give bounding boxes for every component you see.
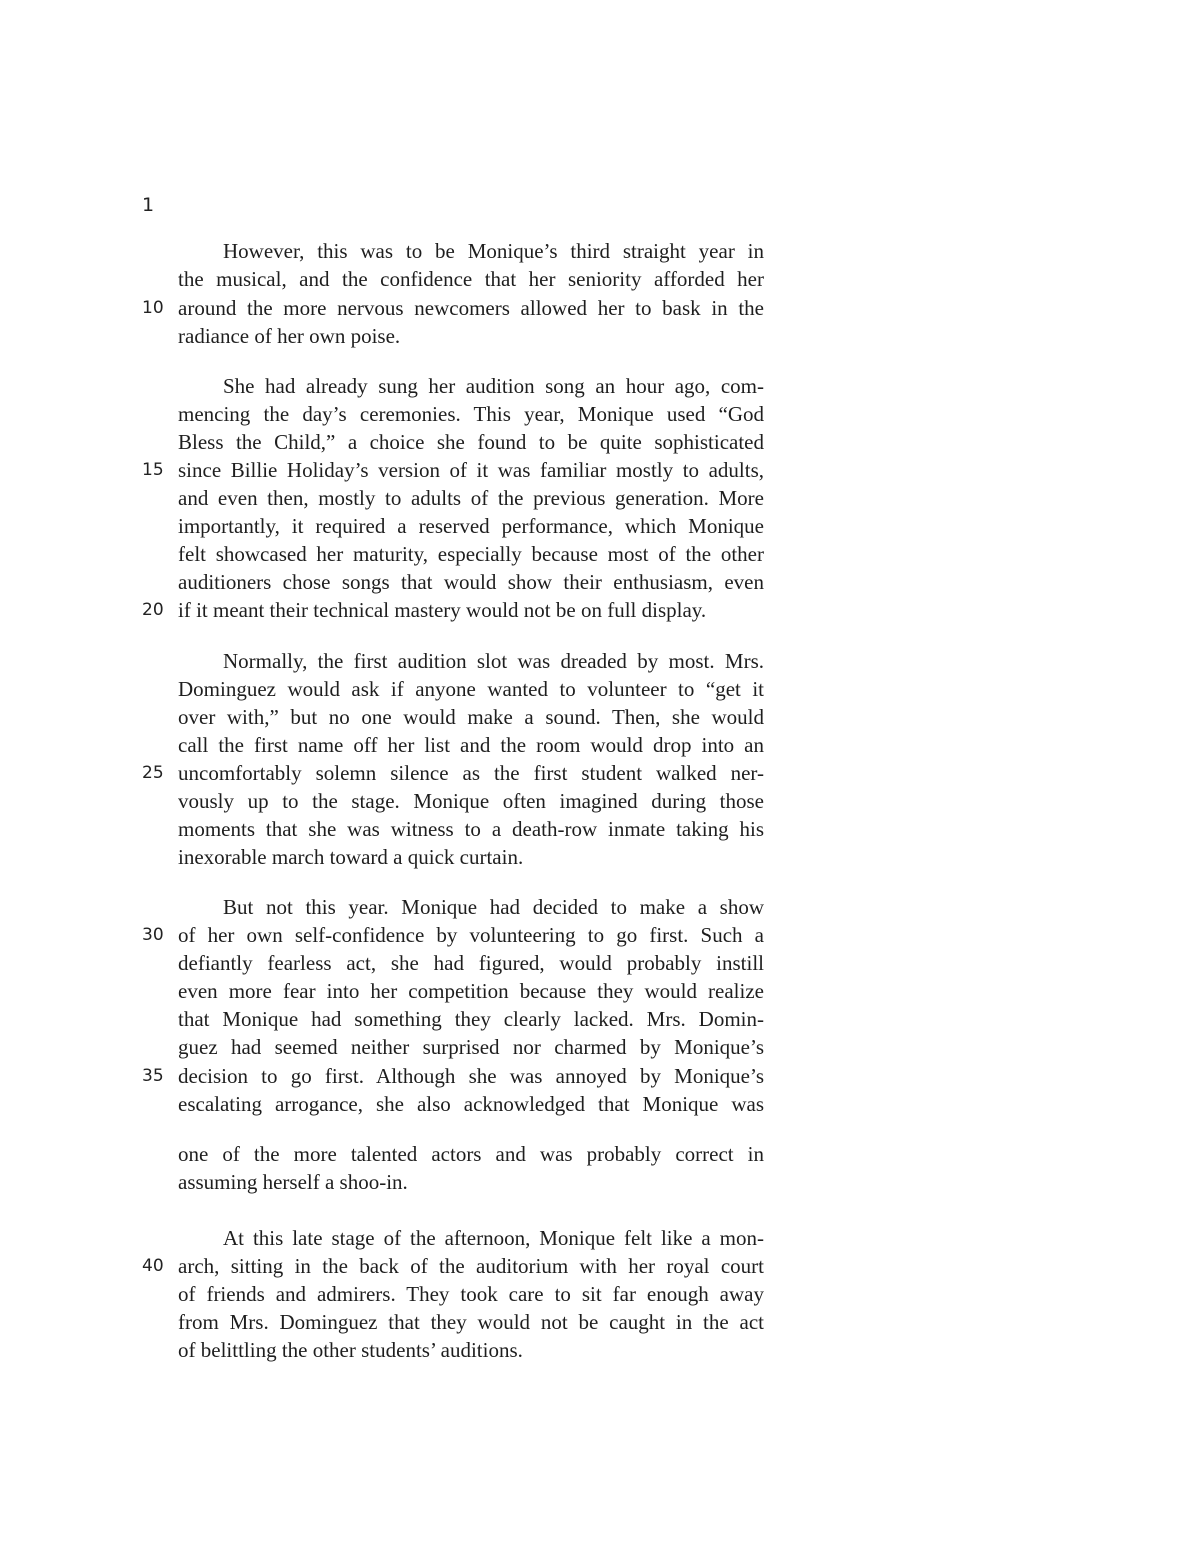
line-number: 10 <box>142 298 164 318</box>
text-line: Bless the Child,” a choice she found to be quite sophisticated <box>178 430 764 454</box>
text-line: decision to go first. Although she was annoyed by Monique’s <box>178 1064 764 1088</box>
text-line: since Billie Holiday’s version of it was familiar mostly to adults, <box>178 458 764 482</box>
text-line: escalating arrogance, she also acknowledged that Monique was <box>178 1092 764 1116</box>
text-line: inexorable march toward a quick curtain. <box>178 845 524 869</box>
text-line: importantly, it required a reserved performance, which Monique <box>178 514 764 538</box>
text-line: However, this was to be Monique’s third straight year in <box>223 239 764 263</box>
text-line: that Monique had something they clearly lacked. Mrs. Domin- <box>178 1007 764 1031</box>
text-line: if it meant their technical mastery would not be on full display. <box>178 598 707 622</box>
text-line: around the more nervous newcomers allowed her to bask in the <box>178 296 764 320</box>
text-line: defiantly fearless act, she had figured, would probably instill <box>178 951 764 975</box>
text-line: auditioners chose songs that would show their enthusiasm, even <box>178 570 764 594</box>
text-line: At this late stage of the afternoon, Monique felt like a mon- <box>223 1226 764 1250</box>
text-line: radiance of her own poise. <box>178 324 401 348</box>
text-line: even more fear into her competition because they would realize <box>178 979 764 1003</box>
text-line: call the first name off her list and the room would drop into an <box>178 733 764 757</box>
line-number: 35 <box>142 1066 164 1086</box>
text-line: over with,” but no one would make a sound. Then, she would <box>178 705 764 729</box>
text-line: one of the more talented actors and was probably correct in <box>178 1142 764 1166</box>
text-line: of her own self-confidence by volunteering to go first. Such a <box>178 923 764 947</box>
text-line: of belittling the other students’ auditions. <box>178 1338 523 1362</box>
text-line: uncomfortably solemn silence as the first student walked ner- <box>178 761 764 785</box>
text-line: arch, sitting in the back of the auditorium with her royal court <box>178 1254 764 1278</box>
text-line: guez had seemed neither surprised nor charmed by Monique’s <box>178 1035 764 1059</box>
page-number: 1 <box>142 194 155 216</box>
line-number: 40 <box>142 1256 164 1276</box>
text-line: felt showcased her maturity, especially because most of the other <box>178 542 764 566</box>
text-line: and even then, mostly to adults of the previous generation. More <box>178 486 764 510</box>
text-line: Dominguez would ask if anyone wanted to volunteer to “get it <box>178 677 764 701</box>
text-line: Normally, the first audition slot was dreaded by most. Mrs. <box>223 649 764 673</box>
text-line: But not this year. Monique had decided to make a show <box>223 895 764 919</box>
text-line: moments that she was witness to a death-row inmate taking his <box>178 817 764 841</box>
text-line: the musical, and the confidence that her seniority afforded her <box>178 267 764 291</box>
text-line: She had already sung her audition song an hour ago, com- <box>223 374 764 398</box>
text-line: of friends and admirers. They took care to sit far enough away <box>178 1282 764 1306</box>
line-number: 30 <box>142 925 164 945</box>
line-number: 15 <box>142 460 164 480</box>
text-line: mencing the day’s ceremonies. This year, Monique used “God <box>178 402 764 426</box>
text-line: from Mrs. Dominguez that they would not be caught in the act <box>178 1310 764 1334</box>
text-line: assuming herself a shoo-in. <box>178 1170 408 1194</box>
text-line: vously up to the stage. Monique often imagined during those <box>178 789 764 813</box>
line-number: 25 <box>142 763 164 783</box>
line-number: 20 <box>142 600 164 620</box>
